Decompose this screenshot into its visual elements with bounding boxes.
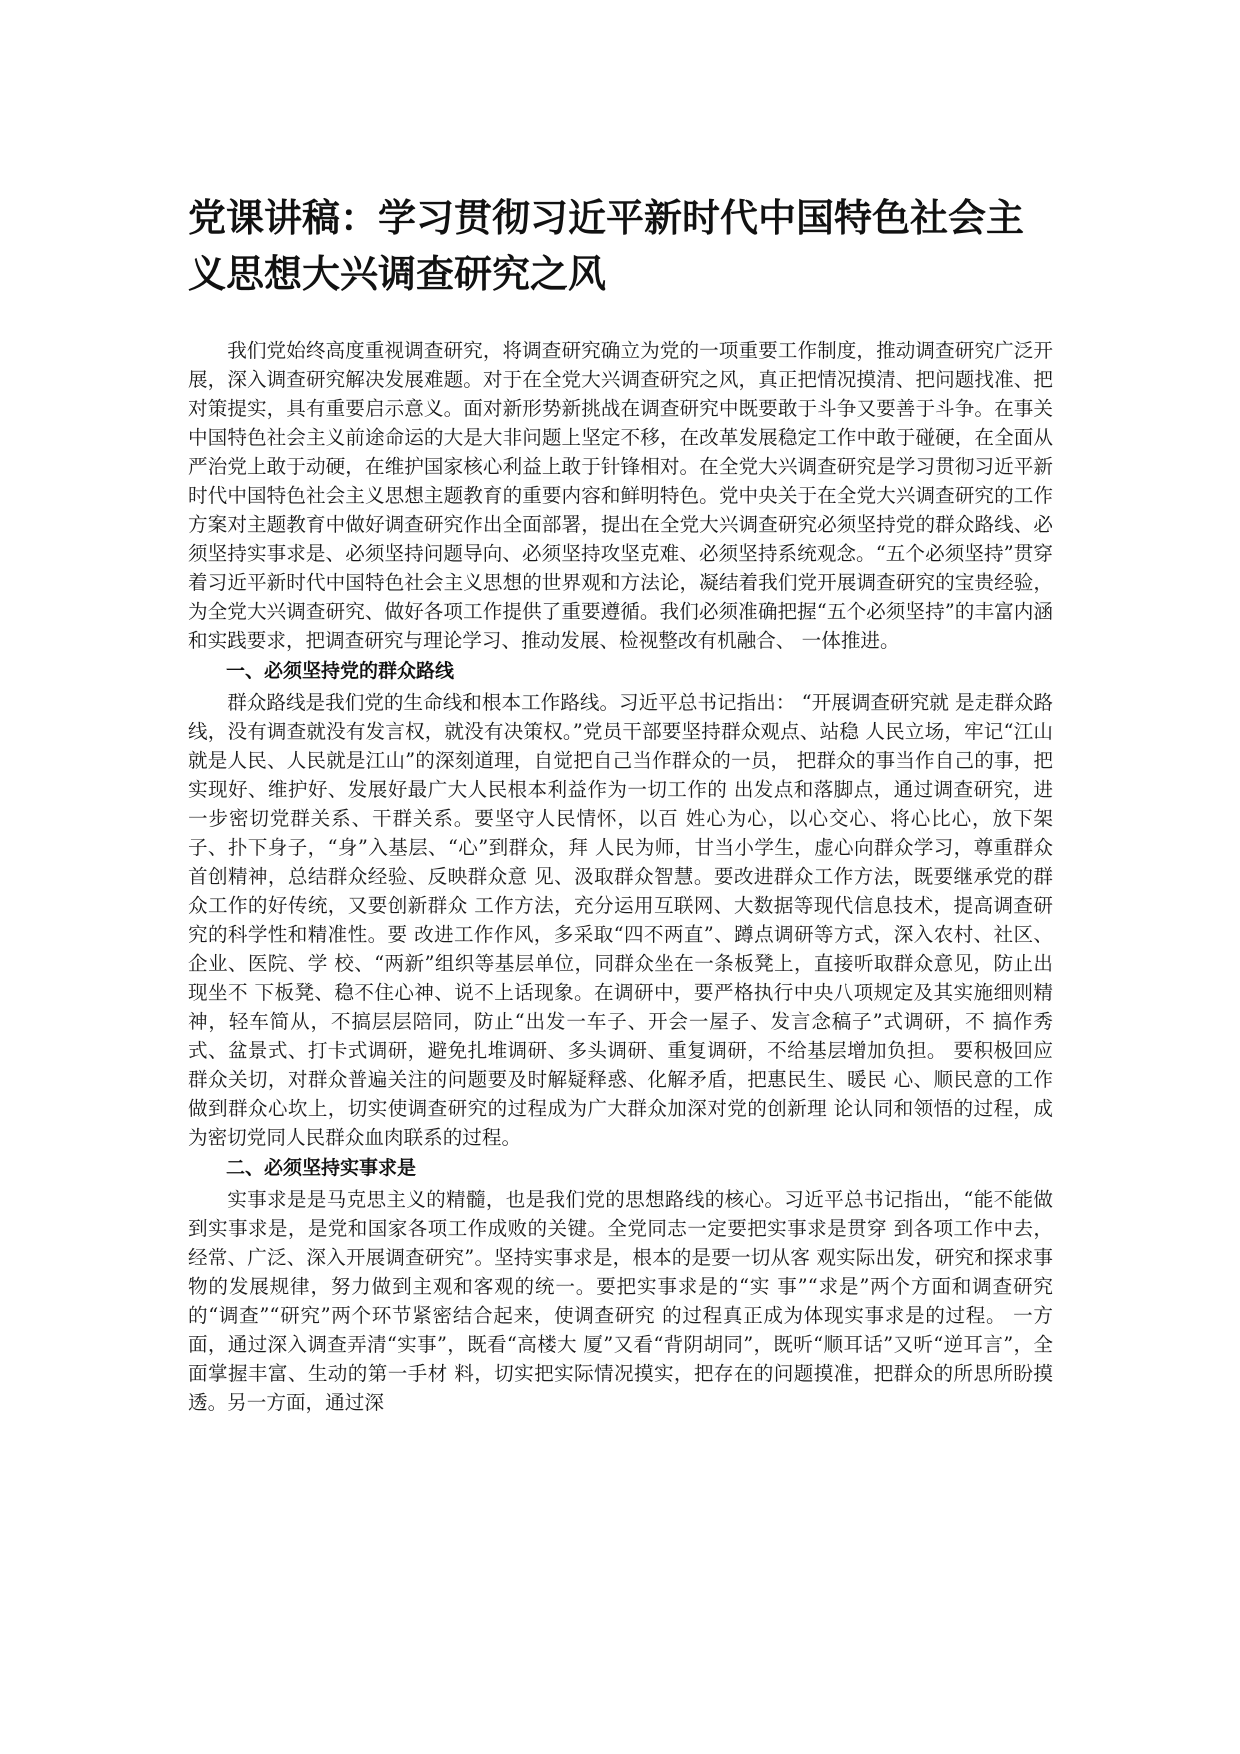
section-2-heading: 二、必须坚持实事求是: [226, 1157, 417, 1179]
section-1-paragraph: 群众路线是我们党的生命线和根本工作路线。习近平总书记指出： “开展调查研究就 是走群众路线，没有调查就没有发言权，就没有决策权。”党员干部要坚持群众观点、站稳 人民立场，牢记“江山就是人民、人民就是江山”的深刻道理，自觉把自己当作群众的一员， 把群众的事当作自己的事，把实现好、维护好、发展好最广大人民根本利益作为一切工作的 出发点和落脚点，通过调查研究，进一步密切党群关系、干群关系。要坚守人民情怀，以百 姓心为心，以心交心、将心比心，放下架子、扑下身子，“身”入基层、“心”到群众，拜 人民为师，甘当小学生，虚心向群众学习，尊重群众首创精神，总结群众经验、反映群众意 见、汲取群众智慧。要改进群众工作方法，既要继承党的群众工作的好传统，又要创新群众 工作方法，充分运用互联网、大数据等现代信息技术，提高调查研究的科学性和精准性。要 改进工作作风，多采取“四不两直”、蹲点调研等方式，深入农村、社区、企业、医院、学 校、“两新”组织等基层单位，同群众坐在一条板凳上，直接听取群众意见，防止出现坐不 下板凳、稳不住心神、说不上话现象。在调研中，要严格执行中央八项规定及其实施细则精 神，轻车简从，不搞层层陪同，防止“出发一车子、开会一屋子、发言念稿子”式调研，不 搞作秀式、盆景式、打卡式调研，避免扎堆调研、多头调研、重复调研，不给基层增加负担。 要积极回应群众关切，对群众普遍关注的问题要及时解疑释惑、化解矛盾，把惠民生、暖民 心、顺民意的工作做到群众心坎上，切实使调查研究的过程成为广大群众加深对党的创新理 论认同和领悟的过程，成为密切党同人民群众血肉联系的过程。: [188, 691, 1054, 1149]
document-page: [188, 190, 1053, 1417]
section-2-paragraph: 实事求是是马克思主义的精髓，也是我们党的思想路线的核心。习近平总书记指出，“能不能做到实事求是，是党和国家各项工作成败的关键。全党同志一定要把实事求是贯穿 到各项工作中去，经常、广泛、深入开展调查研究”。坚持实事求是，根本的是要一切从客 观实际出发，研究和探求事物的发展规律，努力做到主观和客观的统一。要把实事求是的“实 事”“求是”两个方面和调查研究的“调查”“研究”两个环节紧密结合起来，使调查研究 的过程真正成为体现实事求是的过程。 一方面，通过深入调查弄清“实事”，既看“高楼大 厦”又看“背阴胡同”，既听“顺耳话”又听“逆耳言”，全面掌握丰富、生动的第一手材 料，切实把实际情况摸实，把存在的问题摸准，把群众的所思所盼摸透。另一方面，通过深: [188, 1188, 1053, 1414]
document-title: 党课讲稿：学习贯彻习近平新时代中国特色社会主义思想大兴调查研究之风: [188, 196, 1025, 296]
intro-paragraph: 我们党始终高度重视调查研究，将调查研究确立为党的一项重要工作制度，推动调查研究广泛开展，深入调查研究解决发展难题。对于在全党大兴调查研究之风，真正把情况摸清、把问题找准、把对策提实，具有重要启示意义。面对新形势新挑战在调查研究中既要敢于斗争又要善于斗争。在事关中国特色社会主义前途命运的大是大非问题上坚定不移，在改革发展稳定工作中敢于碰硬，在全面从严治党上敢于动硬，在维护国家核心利益上敢于针锋相对。在全党大兴调查研究是学习贯彻习近平新时代中国特色社会主义思想主题教育的重要内容和鲜明特色。党中央关于在全党大兴调查研究的工作方案对主题教育中做好调查研究作出全面部署，提出在全党大兴调查研究必须坚持党的群众路线、必须坚持实事求是、必须坚持问题导向、必须坚持攻坚克难、必须坚持系统观念。“五个必须坚持”贯穿着习近平新时代中国特色社会主义思想的世界观和方法论，凝结着我们党开展调查研究的宝贵经验，为全党大兴调查研究、做好各项工作提供了重要遵循。我们必须准确把握“五个必须坚持”的丰富内涵和实践要求，把调查研究与理论学习、推动发展、检视整改有机融合、 一体推进。: [188, 339, 1053, 652]
section-1-heading: 一、必须坚持党的群众路线: [226, 660, 455, 682]
